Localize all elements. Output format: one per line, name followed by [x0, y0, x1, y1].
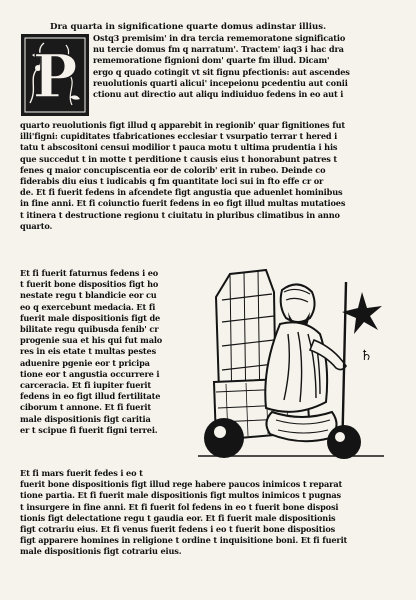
text-line: in fine anni. Et fi coiunctio fuerit fedens in eo figt illud multas mutatioes: [20, 198, 346, 209]
text-line: t insurgere in fine anni. Et fi fuerit fol fedens in eo t fuerit bone disposi: [20, 501, 339, 512]
text-line: figt cotrariu eius. Et fi venus fuerit fedens i eo t fuerit bone dispositios: [20, 524, 336, 535]
text-line: Ostq3 premisim' in dra tercia rememoratone significatio: [93, 33, 346, 43]
saturn-symbol-icon: ♄: [360, 348, 373, 364]
text-line: fuerit bone dispositionis figt illud rege habere paucos inimicos t reparat: [20, 479, 343, 490]
text-line: t fuerit bone dispositios figt ho: [20, 279, 159, 290]
text-line: fedens in eo figt illud fertilitate: [20, 391, 161, 402]
text-line: t itinera t destructione regionu t ciuitatu in pluribus climatibus in anno: [20, 209, 340, 220]
text-line: bilitate regu quibusda fenib' cr: [20, 324, 159, 335]
text-line: reuolutionis quarti alicui' incepeionu pcedentiu aut conii: [93, 77, 348, 88]
text-line: res in eis etate t multas pestes: [20, 346, 157, 357]
text-line: carceracia. Et fi iupiter fuerit: [20, 380, 152, 391]
text-line: fiderabis diu eius t iudicabis q fm quantitate loci sui in fto effe cr or: [20, 176, 324, 187]
text-line: quarto.: [20, 220, 53, 231]
text-line: figt apparere homines in religione t ordine t inquisitione boni. Et fi fuerit: [20, 535, 348, 546]
text-line: de. Et fi fuerit fedens in afcendete figt angustia que aduenlet hominibus: [20, 187, 343, 198]
text-line: progenie sua et his qui fut malo: [20, 335, 163, 346]
text-line: male dispositionis figt cotrariu eius.: [20, 546, 182, 557]
text-line: tatu t abscositoni censui modilior t pauca motu t ultima prudentia i his: [20, 142, 338, 153]
woodcut-illustration: [196, 262, 386, 462]
text-line: tione eor t angustia occurrere i: [20, 368, 160, 379]
dropcap-letter: P: [32, 42, 78, 112]
text-line: er t scipue fi fuerit figni terrei.: [20, 424, 158, 435]
text-line: rememoratione fignioni dom' quarte fm illud. Dicam': [93, 55, 330, 66]
text-line: illi'figni: cupiditates tfabricationes ecclesiar t vsurpatio terrar t hered i: [20, 131, 338, 142]
text-line: que succedut t in motte t perditione t causis eius t honorabunt patres t: [20, 153, 338, 164]
main-text-block: [20, 120, 393, 232]
text-line: nu tercie domus fm q narratum'. Tractem' iaq3 i hac dra: [93, 44, 344, 55]
text-line: fuerit male dispositionis figt de: [20, 312, 161, 323]
text-line: eo q exercebunt medacia. Et fi: [20, 301, 156, 312]
text-line: Et fi mars fuerit fedes i eo t: [20, 468, 143, 478]
text-line: quarto reuolutionis figt illud q apparebit in regionib' quar fignitiones fut: [20, 120, 346, 130]
star-icon: [342, 292, 382, 334]
left-column-text: [20, 268, 192, 436]
text-line: aduenire pgenie eor t pricipa: [20, 357, 150, 368]
text-line: nestate regu t blandicie eor cu: [20, 290, 157, 301]
text-line: male dispositionis figt caritia: [20, 413, 151, 424]
text-line: tione partia. Et fi fuerit male dispositionis figt multos inimicos t pugnas: [20, 490, 341, 501]
intro-text-block: [93, 33, 393, 100]
chapter-heading: Dra quarta in significatione quarte domus adinstar illius.: [50, 22, 327, 32]
bottom-text-block: [20, 468, 395, 558]
text-line: Et fi fuerit faturnus fedens i eo: [20, 268, 159, 278]
ornamental-initial-P-icon: [20, 33, 90, 117]
text-line: fenes q maior concupiscentia eor de colorib' erit in rubeo. Deinde co: [20, 164, 326, 175]
text-line: ergo q quado cotingit vt sit fignu pfectionis: aut ascendes: [93, 66, 350, 77]
text-line: tionis figt delectatione regu t gaudia eor. Et fi fuerit male dispositionis: [20, 512, 336, 523]
text-line: ciborum t annone. Et fi fuerit: [20, 402, 151, 413]
text-line: ctionu aut directio aut aliqu indiuiduo fedens in eo aut i: [93, 89, 344, 100]
